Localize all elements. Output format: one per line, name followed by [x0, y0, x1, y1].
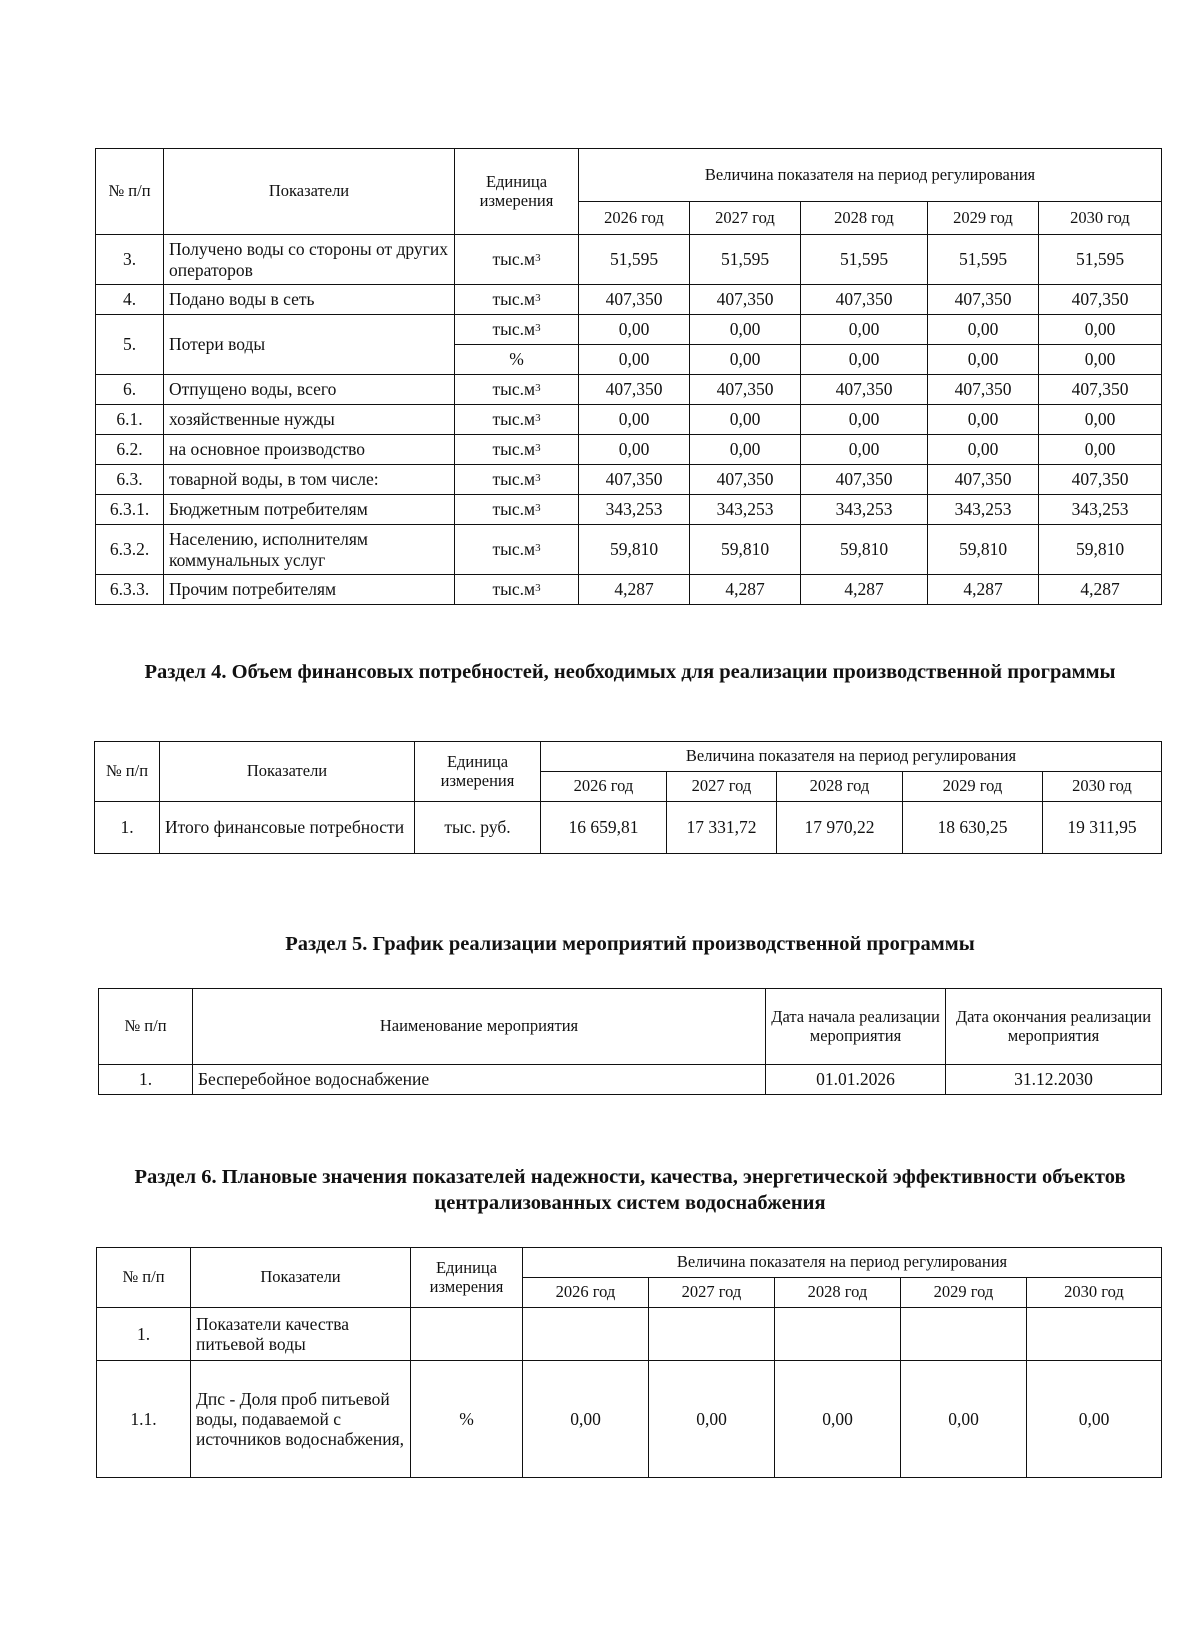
header-end-date: Дата окончания реализации мероприятия	[946, 989, 1162, 1065]
row-value: 0,00	[901, 1361, 1027, 1478]
table-row	[96, 435, 1162, 465]
row-num: 1.1.	[97, 1361, 191, 1478]
row-num: 6.3.1.	[96, 495, 164, 525]
row-value: 0,00	[801, 435, 928, 465]
table-row	[97, 1361, 1162, 1478]
row-value: 0,00	[579, 435, 690, 465]
header-year: 2028 год	[775, 1278, 901, 1308]
row-name: Населению, исполнителям коммунальных услуг	[164, 525, 455, 575]
row-value: 343,253	[1039, 495, 1162, 525]
header-year: 2030 год	[1027, 1278, 1162, 1308]
row-num: 6.3.2.	[96, 525, 164, 575]
row-value: 0,00	[579, 405, 690, 435]
row-unit: тыс. руб.	[415, 802, 541, 854]
row-value: 17 331,72	[667, 802, 777, 854]
header-year: 2027 год	[667, 772, 777, 802]
row-num: 6.2.	[96, 435, 164, 465]
header-year: 2029 год	[903, 772, 1043, 802]
row-value: 0,00	[801, 315, 928, 345]
table-row	[96, 465, 1162, 495]
table-row	[96, 525, 1162, 575]
row-unit: $тыс.м^3$	[455, 525, 579, 575]
row-value: 0,00	[690, 315, 801, 345]
reliability-indicators-table	[96, 1247, 1162, 1478]
row-value: 407,350	[579, 285, 690, 315]
header-indicators: Показатели	[191, 1248, 411, 1308]
header-unit: Единица измерения	[415, 742, 541, 802]
row-name: Прочим потребителям	[164, 575, 455, 605]
row-value: 407,350	[690, 285, 801, 315]
table-row	[95, 802, 1162, 854]
row-unit: $тыс.м^3$	[455, 575, 579, 605]
row-unit: %	[411, 1361, 523, 1478]
row-value: 51,595	[690, 235, 801, 285]
header-year: 2027 год	[690, 202, 801, 235]
row-value: 0,00	[928, 345, 1039, 375]
row-value: 407,350	[928, 375, 1039, 405]
header-year: 2026 год	[541, 772, 667, 802]
row-value: 0,00	[1039, 405, 1162, 435]
row-num: 6.3.3.	[96, 575, 164, 605]
header-num: № п/п	[96, 149, 164, 235]
header-year: 2026 год	[523, 1278, 649, 1308]
financial-needs-table	[94, 741, 1162, 854]
row-value: 0,00	[1039, 345, 1162, 375]
row-value: 18 630,25	[903, 802, 1043, 854]
header-year: 2028 год	[801, 202, 928, 235]
row-value: 0,00	[928, 405, 1039, 435]
header-year: 2026 год	[579, 202, 690, 235]
row-num: 1.	[95, 802, 160, 854]
row-value: 16 659,81	[541, 802, 667, 854]
section-4-title: Раздел 4. Объем финансовых потребностей, необходимых для реализации производственной программы	[144, 661, 1116, 683]
header-value-group: Величина показателя на период регулирования	[579, 149, 1162, 202]
row-name: Показатели качества питьевой воды	[191, 1308, 411, 1361]
row-value	[775, 1308, 901, 1361]
row-name: Бесперебойное водоснабжение	[193, 1065, 766, 1095]
row-name: Получено воды со стороны от других операторов	[164, 235, 455, 285]
row-num: 5.	[96, 315, 164, 375]
row-value: 407,350	[928, 465, 1039, 495]
row-name: товарной воды, в том числе:	[164, 465, 455, 495]
row-value: 407,350	[801, 375, 928, 405]
table-row	[96, 375, 1162, 405]
row-unit: $тыс.м^3$	[455, 315, 579, 345]
header-unit: Единица измерения	[411, 1248, 523, 1308]
row-unit: $тыс.м^3$	[455, 435, 579, 465]
row-value: 0,00	[690, 345, 801, 375]
row-value: 17 970,22	[777, 802, 903, 854]
row-value: 0,00	[1039, 435, 1162, 465]
row-value: 407,350	[690, 465, 801, 495]
row-end-date: 31.12.2030	[946, 1065, 1162, 1095]
row-num: 4.	[96, 285, 164, 315]
row-unit: %	[455, 345, 579, 375]
row-value: 59,810	[801, 525, 928, 575]
header-num: № п/п	[99, 989, 193, 1065]
header-value-group: Величина показателя на период регулирования	[541, 742, 1162, 772]
table-row	[96, 235, 1162, 285]
row-value: 19 311,95	[1043, 802, 1162, 854]
header-year: 2029 год	[928, 202, 1039, 235]
row-value: 343,253	[690, 495, 801, 525]
row-unit: $тыс.м^3$	[455, 375, 579, 405]
header-year: 2028 год	[777, 772, 903, 802]
table-row	[96, 495, 1162, 525]
header-indicators: Показатели	[164, 149, 455, 235]
row-value: 407,350	[690, 375, 801, 405]
header-num: № п/п	[97, 1248, 191, 1308]
row-value: 59,810	[928, 525, 1039, 575]
header-start-date: Дата начала реализации мероприятия	[766, 989, 946, 1065]
row-value: 343,253	[928, 495, 1039, 525]
row-value: 0,00	[579, 315, 690, 345]
row-value: 51,595	[579, 235, 690, 285]
water-balance-table	[95, 148, 1162, 605]
row-name: Итого финансовые потребности	[160, 802, 415, 854]
header-year: 2030 год	[1039, 202, 1162, 235]
row-value: 0,00	[928, 435, 1039, 465]
row-value: 0,00	[1027, 1361, 1162, 1478]
row-unit: $тыс.м^3$	[455, 465, 579, 495]
row-value: 0,00	[928, 315, 1039, 345]
row-value: 407,350	[1039, 285, 1162, 315]
row-value: 0,00	[649, 1361, 775, 1478]
header-event-name: Наименование мероприятия	[193, 989, 766, 1065]
section-6-title: Раздел 6. Плановые значения показателей надежности, качества, энергетической эффективности объектов централизованных систем водоснабжения	[134, 1166, 1126, 1214]
row-value	[901, 1308, 1027, 1361]
row-value: 407,350	[579, 465, 690, 495]
row-num: 6.	[96, 375, 164, 405]
row-value: 4,287	[579, 575, 690, 605]
row-value: 407,350	[579, 375, 690, 405]
row-value: 59,810	[690, 525, 801, 575]
table-row	[96, 575, 1162, 605]
row-value: 51,595	[1039, 235, 1162, 285]
row-value: 407,350	[928, 285, 1039, 315]
row-value: 4,287	[690, 575, 801, 605]
row-value: 51,595	[801, 235, 928, 285]
row-value: 0,00	[690, 405, 801, 435]
header-year: 2029 год	[901, 1278, 1027, 1308]
row-value: 0,00	[1039, 315, 1162, 345]
row-value: 4,287	[801, 575, 928, 605]
row-unit: $тыс.м^3$	[455, 285, 579, 315]
table-row	[96, 285, 1162, 315]
row-unit: $тыс.м^3$	[455, 235, 579, 285]
header-indicators: Показатели	[160, 742, 415, 802]
row-value: 0,00	[801, 345, 928, 375]
row-value	[1027, 1308, 1162, 1361]
row-name: Отпущено воды, всего	[164, 375, 455, 405]
table-row	[96, 405, 1162, 435]
header-value-group: Величина показателя на период регулирования	[523, 1248, 1162, 1278]
row-num: 1.	[99, 1065, 193, 1095]
table-row	[97, 1308, 1162, 1361]
header-year: 2030 год	[1043, 772, 1162, 802]
header-num: № п/п	[95, 742, 160, 802]
row-num: 6.3.	[96, 465, 164, 495]
header-unit: Единица измерения	[455, 149, 579, 235]
row-value: 4,287	[1039, 575, 1162, 605]
row-unit: $тыс.м^3$	[455, 405, 579, 435]
row-value	[649, 1308, 775, 1361]
row-name: Дпс - Доля проб питьевой воды, подаваемой с источников водоснабжения,	[191, 1361, 411, 1478]
row-value: 0,00	[775, 1361, 901, 1478]
row-value: 4,287	[928, 575, 1039, 605]
row-unit	[411, 1308, 523, 1361]
row-start-date: 01.01.2026	[766, 1065, 946, 1095]
row-value: 59,810	[579, 525, 690, 575]
table-row	[99, 1065, 1162, 1095]
row-name: на основное производство	[164, 435, 455, 465]
row-value: 51,595	[928, 235, 1039, 285]
header-year: 2027 год	[649, 1278, 775, 1308]
row-value: 0,00	[801, 405, 928, 435]
row-num: 6.1.	[96, 405, 164, 435]
row-name: Бюджетным потребителям	[164, 495, 455, 525]
row-num: 1.	[97, 1308, 191, 1361]
row-num: 3.	[96, 235, 164, 285]
row-value: 407,350	[1039, 465, 1162, 495]
row-name: хозяйственные нужды	[164, 405, 455, 435]
row-value: 407,350	[801, 285, 928, 315]
row-value	[523, 1308, 649, 1361]
row-unit: $тыс.м^3$	[455, 495, 579, 525]
row-value: 0,00	[579, 345, 690, 375]
section-5-title: Раздел 5. График реализации мероприятий производственной программы	[285, 933, 975, 955]
row-value: 343,253	[579, 495, 690, 525]
row-value: 407,350	[801, 465, 928, 495]
row-value: 59,810	[1039, 525, 1162, 575]
row-value: 0,00	[523, 1361, 649, 1478]
row-value: 407,350	[1039, 375, 1162, 405]
row-value: 343,253	[801, 495, 928, 525]
row-name: Потери воды	[164, 315, 455, 375]
row-name: Подано воды в сеть	[164, 285, 455, 315]
row-value: 0,00	[690, 435, 801, 465]
table-row	[96, 315, 1162, 345]
schedule-table	[98, 988, 1162, 1095]
